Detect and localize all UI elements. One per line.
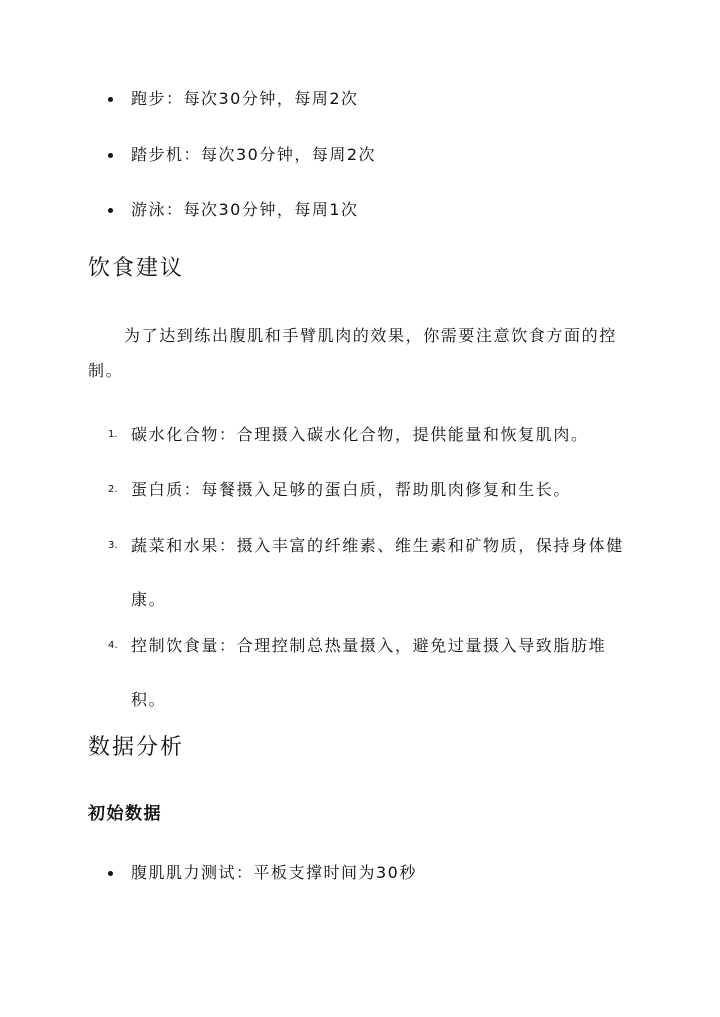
bullet-icon	[108, 208, 113, 213]
list-item-text: 踏步机：每次30分钟，每周2次	[131, 145, 377, 164]
section-heading-analysis: 数据分析	[88, 735, 185, 760]
section-heading-diet: 饮食建议	[88, 256, 185, 281]
list-number: 4.	[108, 640, 118, 651]
subsection-heading-initial-data: 初始数据	[88, 804, 162, 824]
list-item-text: 游泳：每次30分钟，每周1次	[131, 200, 359, 219]
list-item-text: 碳水化合物：合理摄入碳水化合物，提供能量和恢复肌肉。	[131, 425, 589, 444]
list-item-text: 蛋白质：每餐摄入足够的蛋白质，帮助肌肉修复和生长。	[131, 480, 572, 499]
list-item-text: 蔬菜和水果：摄入丰富的纤维素、维生素和矿物质，保持身体健康。	[131, 536, 624, 609]
list-number: 3.	[108, 540, 118, 551]
list-item-text: 控制饮食量：合理控制总热量摄入，避免过量摄入导致脂肪堆积。	[131, 636, 607, 709]
bullet-icon	[108, 97, 113, 102]
list-number: 2.	[108, 484, 118, 495]
diet-intro-paragraph: 为了达到练出腹肌和手臂肌肉的效果，你需要注意饮食方面的控制。	[88, 326, 617, 380]
list-item-text: 腹肌肌力测试：平板支撑时间为30秒	[131, 863, 417, 882]
bullet-icon	[108, 871, 113, 876]
bullet-icon	[108, 153, 113, 158]
list-number: 1.	[108, 429, 118, 440]
list-item-text: 跑步：每次30分钟，每周2次	[131, 89, 359, 108]
